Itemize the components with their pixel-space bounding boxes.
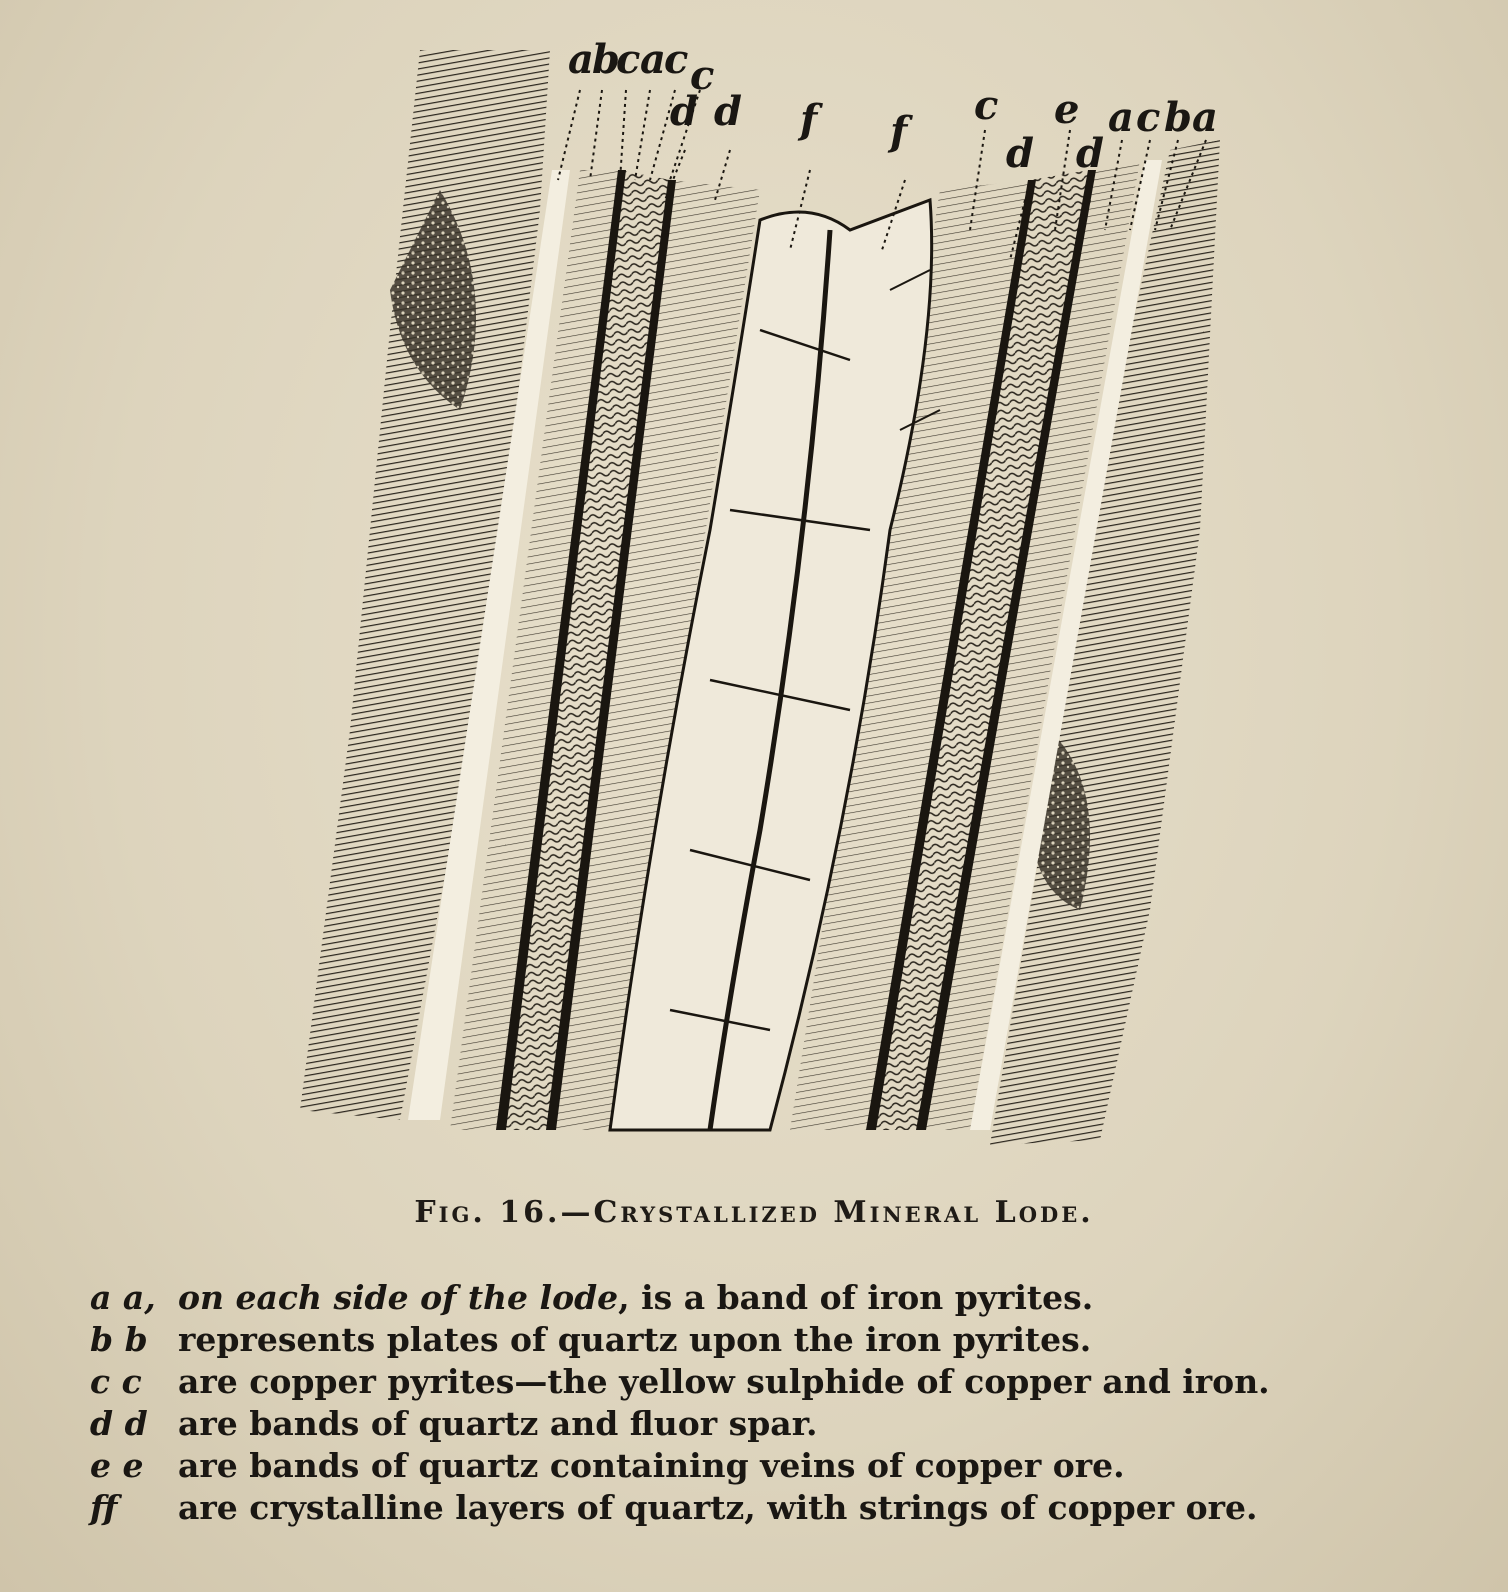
- legend-text: are bands of quartz and fluor spar.: [178, 1404, 818, 1443]
- legend-key: a a,: [90, 1278, 156, 1317]
- label-d-left-2: d: [714, 88, 742, 135]
- label-f-left: f: [800, 96, 818, 143]
- legend-key: ff: [90, 1488, 118, 1527]
- legend-row: [90, 1362, 1480, 1404]
- label-c-left-3: c: [690, 52, 715, 99]
- legend-key: b b: [90, 1320, 148, 1359]
- legend-row: [90, 1446, 1480, 1488]
- legend-key: c c: [90, 1362, 142, 1401]
- legend-text: represents plates of quartz upon the iron pyrites.: [178, 1320, 1092, 1359]
- legend-row: [90, 1488, 1480, 1530]
- label-a-left: a: [568, 36, 594, 83]
- label-f-right: f: [890, 108, 908, 155]
- legend-key: e e: [90, 1446, 144, 1485]
- label-c-right: c: [974, 82, 999, 129]
- engraving-figure: [290, 30, 1250, 1160]
- legend-text-rest: , is a band of iron pyrites.: [618, 1278, 1094, 1317]
- label-b-right: b: [1164, 94, 1192, 141]
- label-d-right: d: [1006, 130, 1034, 177]
- legend-row: [90, 1404, 1480, 1446]
- label-c-left-2: c: [664, 36, 689, 83]
- figure-legend: [90, 1278, 1480, 1530]
- legend-key: d d: [90, 1404, 148, 1443]
- legend-row: [90, 1278, 1480, 1320]
- label-a-left-2: a: [640, 36, 666, 83]
- label-a-right: a: [1108, 94, 1134, 141]
- legend-row: [90, 1320, 1480, 1362]
- label-d-right-2: d: [1076, 130, 1104, 177]
- label-a-right-2: a: [1192, 94, 1218, 141]
- label-e-right: e: [1054, 86, 1080, 133]
- legend-text: are copper pyrites—the yellow sulphide of copper and iron.: [178, 1362, 1270, 1401]
- label-c-left: c: [616, 36, 641, 83]
- legend-text-italic: on each side of the lode: [178, 1278, 619, 1317]
- legend-text: are crystalline layers of quartz, with strings of copper ore.: [178, 1488, 1258, 1527]
- label-c-right-2: c: [1136, 94, 1161, 141]
- legend-text: are bands of quartz containing veins of copper ore.: [178, 1446, 1125, 1485]
- label-b-left: b: [592, 36, 620, 83]
- mineral-lode-engraving: [290, 30, 1250, 1160]
- label-d-left: d: [670, 88, 698, 135]
- legend-text: [178, 1278, 1093, 1317]
- figure-caption: Fig. 16.—Crystallized Mineral Lode.: [414, 1195, 1094, 1230]
